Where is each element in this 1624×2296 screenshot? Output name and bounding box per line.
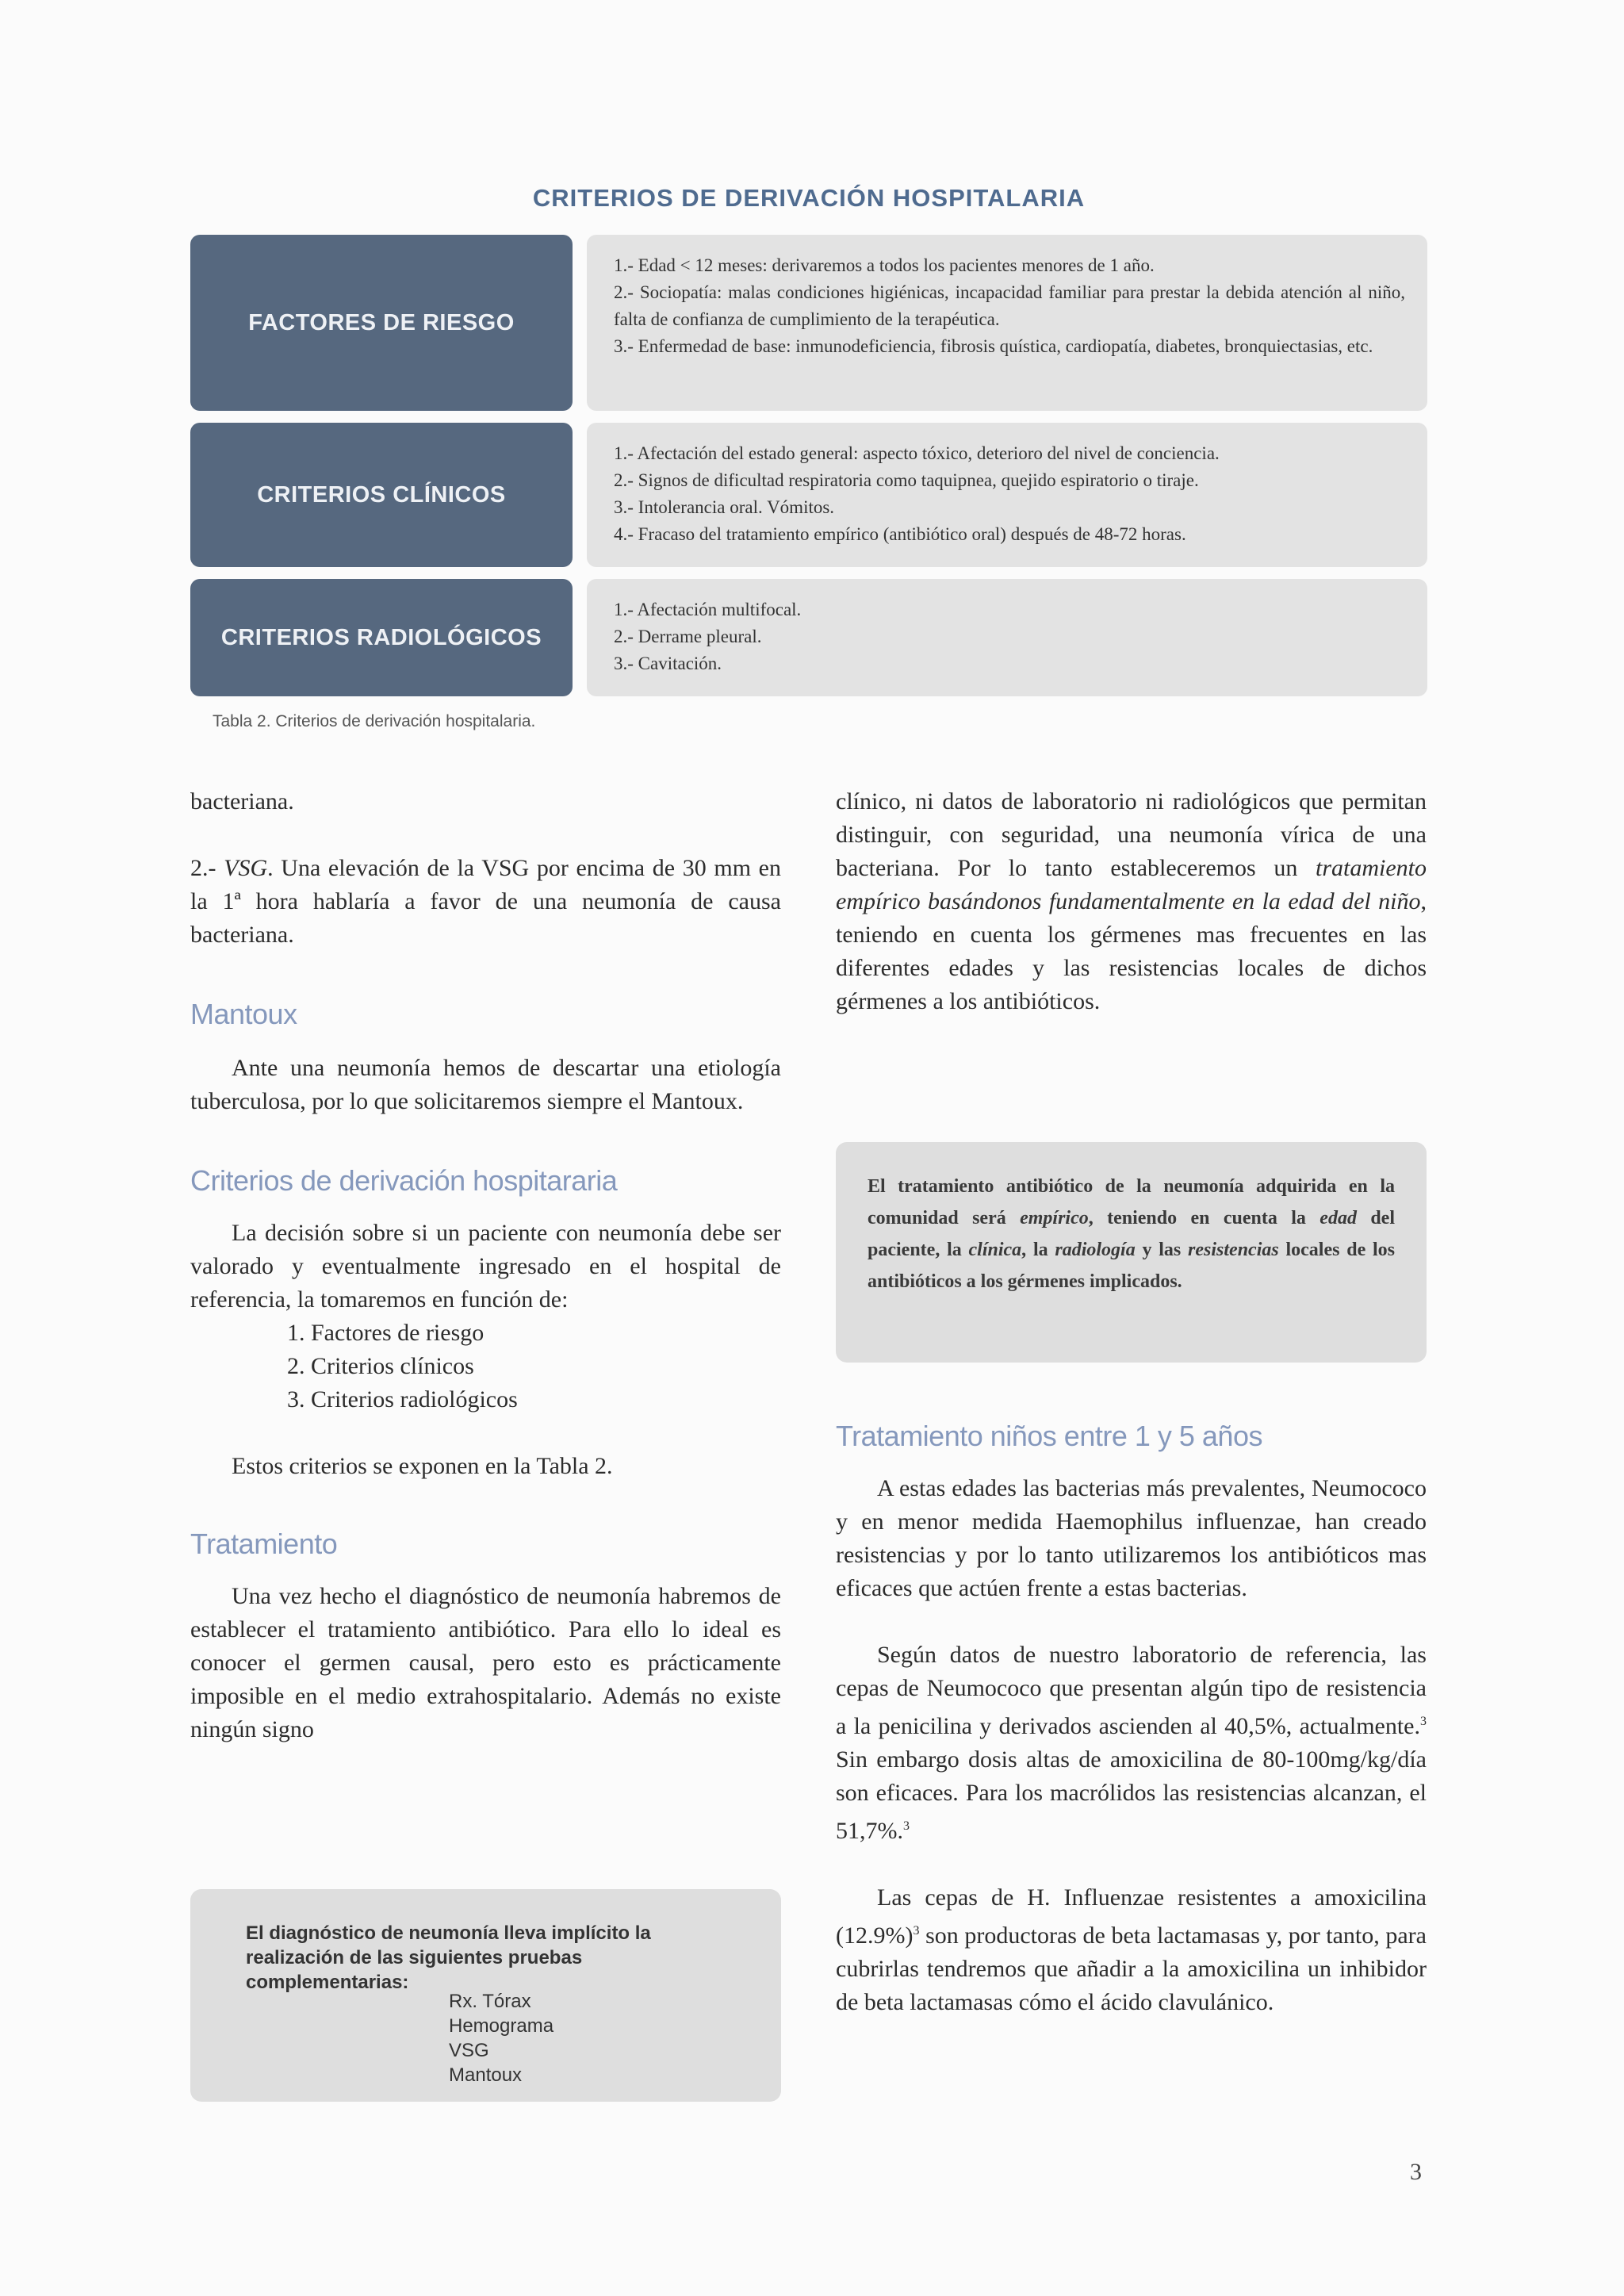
criteria-content: [587, 235, 1427, 411]
section-heading: Mantoux: [190, 998, 297, 1030]
list-item: 1. Factores de riesgo: [287, 1320, 485, 1346]
criteria-item: 1.- Afectación del estado general: aspecto tóxico, deterioro del nivel de conciencia.: [614, 443, 1220, 463]
footnote-ref: 3: [1420, 1715, 1427, 1728]
criteria-row-clinical: [190, 423, 1427, 567]
section-heading: Tratamiento niños entre 1 y 5 años: [836, 1420, 1262, 1452]
section-heading: Tratamiento: [190, 1527, 338, 1560]
list-item: 3. Criterios radiológicos: [287, 1386, 518, 1412]
criteria-item: 3.- Intolerancia oral. Vómitos.: [614, 497, 835, 517]
text-run: , teniendo en cuenta la: [1088, 1208, 1320, 1228]
left-column: [190, 785, 781, 1746]
criteria-item: 2.- Derrame pleural.: [614, 627, 762, 646]
criteria-row-radiological: [190, 579, 1427, 696]
paragraph: [836, 1639, 1427, 1848]
paragraph-vsg: [190, 852, 781, 952]
criteria-content: [587, 579, 1427, 696]
criteria-label: CRITERIOS RADIOLÓGICOS: [190, 579, 573, 696]
criteria-list: [190, 1317, 781, 1416]
emphasis: radiología: [1055, 1240, 1136, 1260]
vsg-prefix: 2.-: [190, 855, 224, 881]
footnote-ref: 3: [913, 1924, 920, 1938]
paragraph: Ante una neumonía hemos de descartar una etiología tuberculosa, por lo que solicitaremos siempre el Mantoux.: [190, 1055, 781, 1114]
vsg-text: . Una elevación de la VSG por encima de 30 mm en la 1ª hora hablaría a favor de una neumonía de causa bacteriana.: [190, 855, 781, 948]
text-run: clínico, ni datos de laboratorio ni radiológicos que permitan distinguir, con seguridad, una neumonía vírica de una bacteriana. Por lo tanto estableceremos un: [836, 788, 1427, 881]
text-run: Según datos de nuestro laboratorio de referencia, las cepas de Neumococo que presentan algún tipo de resistencia a la penicilina y derivados ascienden al 40,5%, actualmente.: [836, 1642, 1427, 1739]
text-run: locales de los antibióticos a los gérmenes implicados.: [868, 1240, 1395, 1292]
table-title: CRITERIOS DE DERIVACIÓN HOSPITALARIA: [532, 184, 1086, 212]
paragraph: Una vez hecho el diagnóstico de neumonía habremos de establecer el tratamiento antibiótico. Para ello lo ideal es conocer el germen causal, pero esto es prácticamente imposible en el medio extrahospitalario. Además no existe ningún signo: [190, 1583, 781, 1742]
footnote-ref: 3: [903, 1819, 910, 1833]
emphasis: edad: [1320, 1208, 1357, 1228]
text-run: son productoras de beta lactamasas y, por tanto, para cubrirlas tendremos que añadir a la amoxicilina un inhibidor de beta lactamasas cómo el ácido clavulánico.: [836, 1922, 1427, 2015]
callout-text: [868, 1171, 1395, 1297]
right-column-lower: [836, 1420, 1427, 2019]
text-run: El tratamiento antibiótico de la neumonía adquirida en la comunidad será: [868, 1176, 1395, 1228]
emphasis: resistencias: [1188, 1240, 1279, 1260]
text-run: del paciente, la: [868, 1208, 1395, 1260]
paragraph: [836, 785, 1427, 1018]
treatment-callout: [836, 1142, 1427, 1363]
tests-list: [449, 1989, 553, 2087]
criteria-item: 3.- Enfermedad de base: inmunodeficiencia, fibrosis quística, cardiopatía, diabetes, bronquiectasias, etc.: [614, 336, 1373, 356]
paragraph: Estos criterios se exponen en la Tabla 2.: [232, 1453, 613, 1479]
criteria-item: 2.- Sociopatía: malas condiciones higiénicas, incapacidad familiar para prestar la debida atención al niño, falta de confianza de cumplimiento de la terapéutica.: [614, 282, 1405, 329]
criteria-row-risk-factors: [190, 235, 1427, 411]
text-run: y las: [1135, 1240, 1189, 1260]
page-number: 3: [1410, 2159, 1422, 2185]
table-caption: Tabla 2. Criterios de derivación hospitalaria.: [213, 712, 536, 730]
text-run: , teniendo en cuenta los gérmenes mas frecuentes en las diferentes edades y las resistencias locales de dichos gérmenes a los antibióticos.: [836, 888, 1427, 1014]
diagnosis-callout: [190, 1889, 781, 2102]
right-column: [836, 785, 1427, 1018]
text-run: Sin embargo dosis altas de amoxicilina de 80-100mg/kg/día son eficaces. Para los macrólidos las resistencias alcanzan, el 51,7%.: [836, 1746, 1427, 1844]
paragraph: [836, 1881, 1427, 2019]
emphasis: tratamiento empírico basándonos fundamentalmente en la edad del niño: [836, 855, 1427, 914]
list-item: 2. Criterios clínicos: [287, 1353, 474, 1379]
criteria-item: 1.- Edad < 12 meses: derivaremos a todos los pacientes menores de 1 año.: [614, 255, 1155, 275]
criteria-item: 3.- Cavitación.: [614, 654, 722, 673]
criteria-item: 2.- Signos de dificultad respiratoria como taquipnea, quejido espiratorio o tiraje.: [614, 470, 1199, 490]
emphasis: empírico: [1020, 1208, 1089, 1228]
criteria-label: FACTORES DE RIESGO: [190, 235, 573, 411]
criteria-content: [587, 423, 1427, 567]
test-item: Mantoux: [449, 2064, 523, 2086]
emphasis: clínica: [968, 1240, 1022, 1260]
test-item: Hemograma: [449, 2015, 554, 2037]
text-run: Las cepas de H. Influenzae resistentes a amoxicilina (12.9%): [836, 1884, 1427, 1949]
paragraph: bacteriana.: [190, 788, 294, 815]
criteria-item: 1.- Afectación multifocal.: [614, 600, 802, 619]
paragraph: A estas edades las bacterias más prevalentes, Neumococo y en menor medida Haemophilus influenzae, han creado resistencias y por lo tanto utilizaremos los antibióticos mas eficaces que actúen frente a estas bacterias.: [836, 1475, 1427, 1601]
criteria-label: CRITERIOS CLÍNICOS: [190, 423, 573, 567]
vsg-label: VSG: [224, 855, 268, 881]
section-heading: Criterios de derivación hospitararia: [190, 1164, 618, 1197]
text-run: , la: [1021, 1240, 1055, 1260]
criteria-item: 4.- Fracaso del tratamiento empírico (antibiótico oral) después de 48-72 horas.: [614, 524, 1186, 544]
test-item: Rx. Tórax: [449, 1991, 531, 2012]
test-item: VSG: [449, 2040, 489, 2061]
paragraph: La decisión sobre si un paciente con neumonía debe ser valorado y eventualmente ingresado en el hospital de referencia, la tomaremos en función de:: [190, 1220, 781, 1313]
callout-lead: El diagnóstico de neumonía lleva implícito la realización de las siguientes pruebas complementarias:: [246, 1922, 651, 1993]
